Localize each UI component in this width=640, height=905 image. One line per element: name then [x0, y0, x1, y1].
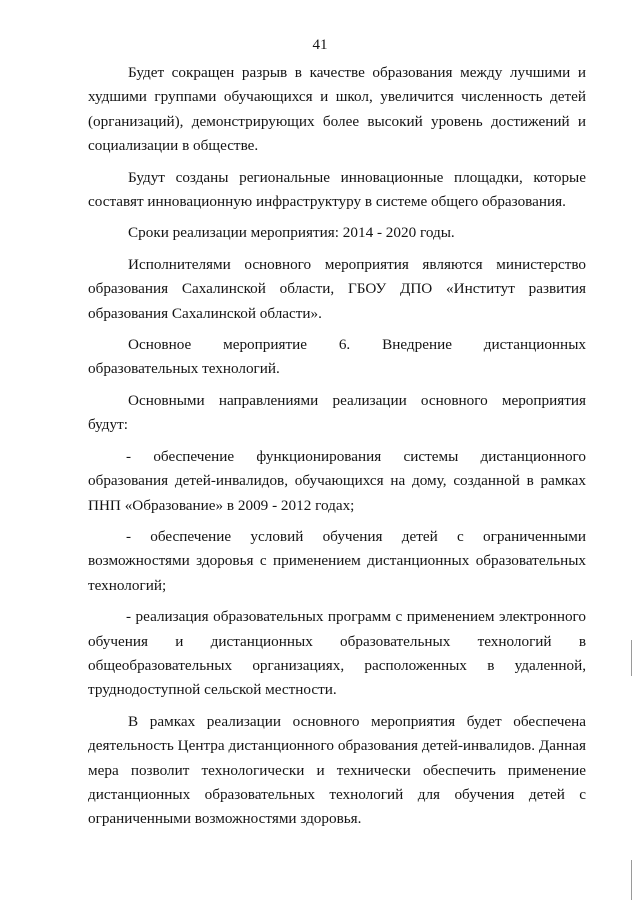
scan-edge-mark: [631, 860, 632, 900]
document-body: [88, 61, 586, 839]
paragraph-executors: Исполнителями основного мероприятия являются министерство образования Сахалинской области, ГБОУ ДПО «Институт развития образования Сахалинской области».: [88, 255, 586, 322]
paragraph-innovation-sites: Будут созданы региональные инновационные площадки, которые составят инновационную инфраструктуру в системе общего образования.: [88, 168, 586, 211]
list-item-rural-programs: - реализация образовательных программ с применением электронного обучения и дистанционных образовательных технологий в общеобразовательных организациях, расположенных в удаленной, труднодоступной сельской местности.: [88, 608, 586, 699]
list-item-disabled-conditions: - обеспечение условий обучения детей с ограниченными возможностями здоровья с применением дистанционных образовательных технологий;: [88, 527, 586, 594]
paragraph-distance-center: В рамках реализации основного мероприятия будет обеспечена деятельность Центра дистанционного образования детей-инвалидов. Данная мера позволит технологически и технически обеспечить применение дистанционных образовательных технологий для обучения детей с ограниченными возможностями здоровья.: [88, 712, 586, 828]
list-item-distance-system: - обеспечение функционирования системы дистанционного образования детей-инвалидов, обучающихся на дому, созданной в рамках ПНП «Образование» в 2009 - 2012 годах;: [88, 447, 586, 514]
page-number: 41: [312, 37, 328, 53]
paragraph-activity-6-heading: Основное мероприятие 6. Внедрение дистанционных образовательных технологий.: [88, 336, 586, 378]
paragraph-directions-intro: Основными направлениями реализации основного мероприятия будут:: [88, 391, 586, 434]
paragraph-implementation-period: Сроки реализации мероприятия: 2014 - 2020 годы.: [128, 224, 455, 242]
scan-edge-mark: [631, 640, 632, 676]
paragraph-gap-reduction: Будет сокращен разрыв в качестве образования между лучшими и худшими группами обучающихся и школ, увеличится численность детей (организаций), демонстрирующих более высокий уровень достижений и социализации в обществе.: [88, 64, 586, 155]
